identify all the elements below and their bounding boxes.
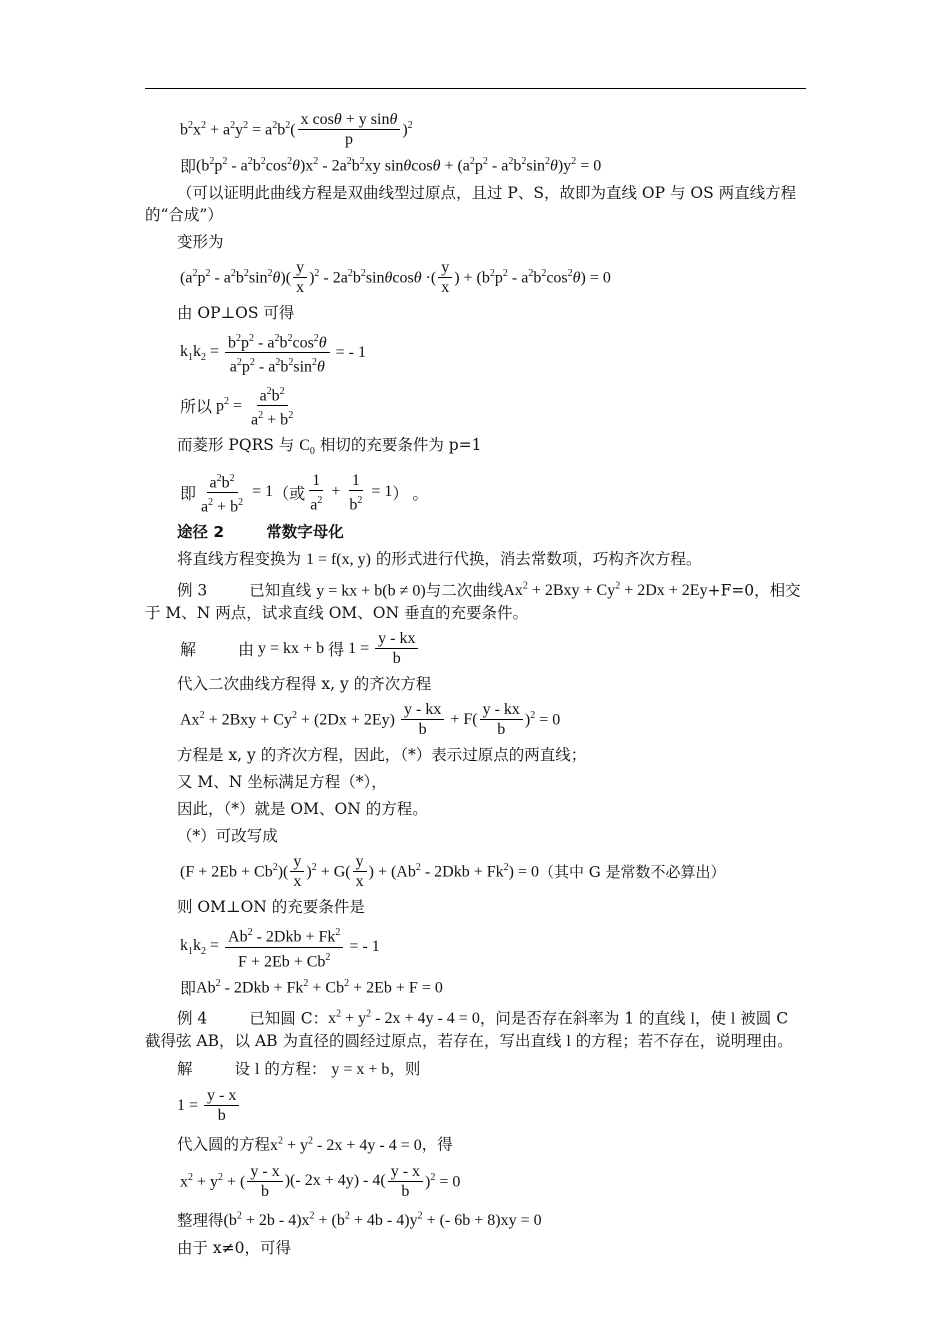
example-4-b: ，问是否存在斜率为 1 的直线 [479,1009,686,1028]
equation-2: 即 $(b^2p^2 - a^2b^2\cos^2\theta)x^2 - 2a^2b^2xy$ $\sin\theta\cos\theta + (a^2p^2 - a^2b^2\sin^2\theta)y^2 = 0$ [180,155,602,176]
prefix-ji-3: 即 [180,981,197,999]
text-op-perp-os: 由 OP⊥OS 可得 [177,304,295,322]
c0-symbol: C [299,437,310,455]
text-rhombus-a: 而菱形 PQRS 与 [177,436,295,455]
text-end: ） 。 [392,485,429,503]
text-method: 将直线方程变换为 1 = f(x, y) 的形式进行代换，消去常数项，巧构齐次方程。 [177,550,702,569]
equation-4: $k_1k_2$ = $\frac{b^2p^2 - a^2b^2\cos^2\theta}{a^2p^2 - a^2b^2\sin^2\theta}$ = - 1 [145,329,806,377]
example-3-c: +F=0，相交于 M、N 两点，试求直线 OM、ON 垂直的充要条件。 [145,581,801,623]
solution-label: 解 [180,642,197,660]
paragraph-note: （可以证明此曲线方程是双曲线型过原点，且过 P、S，故即为直线 OP 与 OS 两直线方程的“合成”） [145,184,797,224]
example-4: 例 4 已知圆 C：$x^2 + y^2 - 2x + 4y - 4 = 0$，问是否存在斜率为 1 的直线 l，使 l 被圆 C 截得弦 AB，以 AB 为直径的圆经过原点，若存在，写出直线 l 的方程；若不存在，说明理由。 [145,1009,793,1051]
solution-4-b: 的方程： [264,1060,327,1079]
text-rhombus: 而菱形 PQRS 与 $C_0$ 相切的充要条件为 p=1 [177,436,482,458]
header-rule [145,88,806,89]
text-transform: 变形为 [177,233,224,251]
equation-6: 即 $\frac{a^2b^2}{a^2 + b^2}$ = 1 （或 1 $a^2$ + $\frac{1}{b^2}$ = 1 ） 。 [145,469,806,517]
document-body [145,110,806,1264]
text-simplify-a: 整理得 [177,1211,224,1230]
text-rewrite: （*）可改写成 [177,827,278,846]
text-substitute-circle: 代入圆的方程$x^2 + y^2 - 2x + 4y - 4 = 0$，得 [177,1135,453,1154]
text-rhombus-b: 相切的充要条件为 p=1 [319,436,482,455]
equation-1: $b^2x^2 + a^2y^2 = a^2b^2$( x cosθ + y sinθ p )$^2$ [180,111,413,148]
text-sub-circle-a: 代入圆的方程 [177,1135,271,1154]
section-heading [145,521,806,543]
equation-5: 所以 $p^2$ = $\frac{a^2b^2}{a^2 + b^2}$ [145,382,806,430]
text-note-g: （其中 G 是常数不必算出） [539,863,726,882]
text-x-nonzero: 由于 x≠0，可得 [177,1239,292,1258]
prefix-ji: 即 [180,159,197,176]
equation-13: $x^2 + y^2$ + ( y - x b )(- 2x + 4y) - 4( y - x b )$^2$ = 0 [180,1162,461,1200]
text-method-a: 将直线方程变换为 [177,550,302,569]
text-suoyi: 所以 [180,398,213,416]
equation-11: 即 $Ab^2 - 2Dkb + Fk^2 + Cb^2 + 2Eb + F = 0$ [180,977,443,999]
example-4-label: 例 4 [177,1009,208,1028]
symbol-l: l [690,1010,695,1028]
prefix-ji-2: 即 [180,485,197,503]
text-simplify: 整理得$(b^2 + 2b - 4)x^2 + (b^2 + 4b - 4)y^2$ + (- 6b + 8)xy = 0 [177,1210,542,1230]
solution-de: 得 [328,642,345,660]
text-sub-circle-b: ，得 [421,1135,453,1154]
example-4-d: 被圆 C 截得弦 AB，以 AB 为直径的圆经过原点，若存在，写出直线 [145,1009,789,1051]
heading-title: 常数字母化 [266,523,344,542]
example-3-b: 与二次曲线 [425,581,504,600]
text-condition: 则 OM⊥ON 的充要条件是 [177,898,365,917]
example-4-e: 的方程；若不存在，说明理由。 [575,1032,793,1051]
equation-10: $k_1k_2$ = $Ab^2 - 2Dkb + Fk^2$ $F + 2Eb + Cb^2$ = - 1 [145,923,806,971]
example-3-a: 已知直线 [249,581,312,600]
solution-4-label: 解 [177,1060,193,1079]
solution-4-a: 设 [234,1060,251,1079]
text-therefore: 因此，（*）就是 OM、ON 的方程。 [177,800,428,819]
text-mn-satisfy: 又 M、N 坐标满足方程（*）， [177,773,387,792]
solution-4: 解 设 l 的方程： y = x + b，则 [177,1060,421,1079]
equation-9: $(F + 2Eb + Cb^2)$( y x )$^2$ + G( y x ) + $(Ab^2 - 2Dkb + Fk^2) = 0$ （其中 G 是常数不必算出） [180,853,726,891]
text-method-b: 的形式进行代换，消去常数项，巧构齐次方程。 [375,550,702,569]
symbol-l: l [566,1033,571,1051]
equation-8: $Ax^2 + 2Bxy + Cy^2 + (2Dx + 2Ey)$ y - kx b + F( y - kx b )$^2$ = 0 [180,701,561,739]
equation-12: 1 = $\frac{y - x}{b}$ [145,1086,806,1125]
equation-7: 解 由 y = kx + b 得 1 = $\frac{y - kx}{b}$ [145,629,806,668]
symbol-l: l [730,1010,736,1028]
heading-number: 途径 2 [177,523,225,542]
equation-3: $(a^2p^2 - a^2b^2\sin^2\theta)$( y x )$^2 - 2a^2b^2\sin\theta\cos\theta$ ·( y x ) + $(b^2p^2 - a^2b^2\cos^2\theta) = 0$ [180,259,611,296]
example-4-a: 已知圆 C： [249,1009,329,1028]
solution-4-c: ，则 [389,1060,421,1079]
text-homogeneous: 方程是 x, y 的齐次方程，因此，（*）表示过原点的两直线； [177,746,587,765]
text-substitute: 代入二次曲线方程得 x, y 的齐次方程 [177,675,432,694]
example-3-label: 例 3 [177,581,208,600]
solution-you: 由 [238,642,255,660]
text-or: （或 [273,485,306,503]
symbol-l: l [254,1061,260,1079]
example-3: 例 3 已知直线 y = kx + b(b ≠ 0)与二次曲线$Ax^2 + 2Bxy + Cy^2 + 2Dx + 2Ey+F=0$，相交于 M、N 两点，试求直线 OM、ON 垂直的充要条件。 [145,581,801,623]
example-4-c: ，使 [694,1009,726,1028]
